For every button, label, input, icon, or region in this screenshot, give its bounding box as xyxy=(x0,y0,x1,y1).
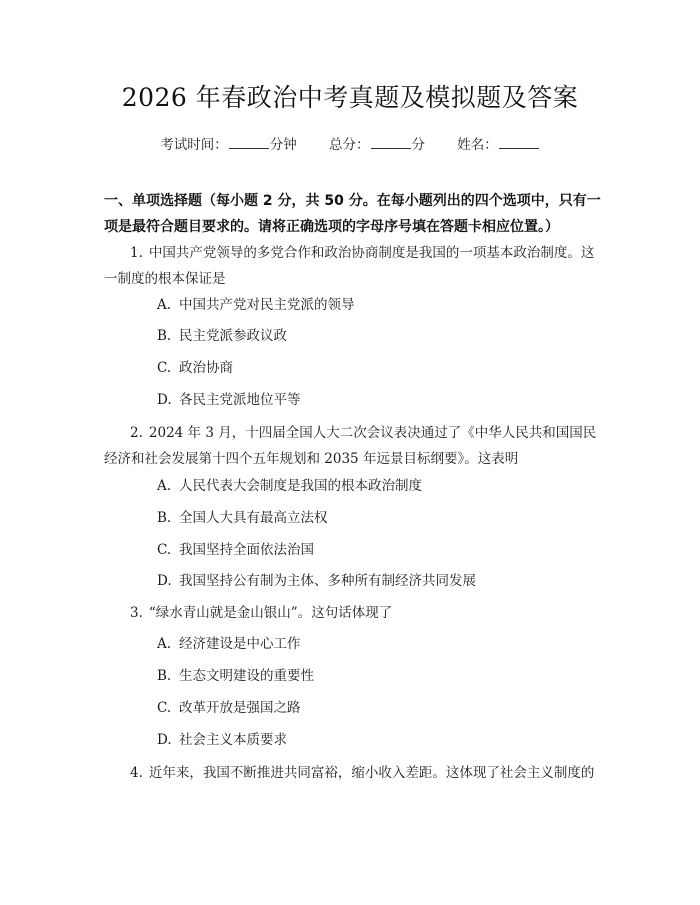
option-2c[interactable] xyxy=(157,540,314,560)
option-3a[interactable] xyxy=(157,634,301,654)
name-blank[interactable] xyxy=(499,136,539,149)
option-text: 全国人大具有最高立法权 xyxy=(179,510,328,526)
time-blank[interactable] xyxy=(229,136,269,149)
section-heading: 一、单项选择题（每小题 2 分，共 50 分。在每小题列出的四个选项中，只有一项是最符合题目要求的。请将正确选项的字母序号填在答题卡相应位置。） xyxy=(104,193,601,235)
option-letter: B. xyxy=(157,328,172,344)
score-blank[interactable] xyxy=(371,136,411,149)
option-letter: D. xyxy=(157,732,172,748)
option-text: 各民主党派地位平等 xyxy=(179,392,301,408)
option-text: 生态文明建设的重要性 xyxy=(179,668,314,684)
option-letter: B. xyxy=(157,510,172,526)
option-text: 社会主义本质要求 xyxy=(179,732,287,748)
question-1 xyxy=(104,240,602,292)
option-1d[interactable] xyxy=(157,390,301,410)
question-3 xyxy=(104,600,602,626)
question-number: 2. xyxy=(130,425,143,441)
question-2 xyxy=(104,420,602,472)
score-label: 总分： xyxy=(329,137,370,153)
option-3b[interactable] xyxy=(157,666,314,686)
option-text: 民主党派参政议政 xyxy=(179,328,287,344)
exam-meta xyxy=(0,133,700,153)
option-1c[interactable] xyxy=(157,358,233,378)
option-2b[interactable] xyxy=(157,508,328,528)
question-text: “绿水青山就是金山银山”。这句话体现了 xyxy=(148,605,393,621)
option-letter: C. xyxy=(157,700,172,716)
option-letter: C. xyxy=(157,360,172,376)
time-label: 考试时间： xyxy=(160,137,228,153)
option-3d[interactable] xyxy=(157,730,287,750)
question-text: 2024 年 3 月，十四届全国人大二次会议表决通过了《中华人民共和国国民经济和社会发展第十四个五年规划和 2035 年远景目标纲要》。这表明 xyxy=(104,425,597,467)
option-letter: C. xyxy=(157,542,172,558)
option-letter: A. xyxy=(157,297,172,313)
option-letter: D. xyxy=(157,573,172,589)
option-text: 改革开放是强国之路 xyxy=(179,700,301,716)
question-number: 3. xyxy=(130,605,143,621)
exam-time xyxy=(160,137,297,153)
exam-name xyxy=(457,137,540,153)
question-number: 4. xyxy=(130,765,143,781)
exam-score xyxy=(329,137,425,153)
option-2d[interactable] xyxy=(157,571,476,591)
option-letter: D. xyxy=(157,392,172,408)
option-1b[interactable] xyxy=(157,326,287,346)
option-1a[interactable] xyxy=(157,295,355,315)
time-unit: 分钟 xyxy=(269,137,297,153)
option-text: 政治协商 xyxy=(179,360,233,376)
option-3c[interactable] xyxy=(157,698,301,718)
option-text: 人民代表大会制度是我国的根本政治制度 xyxy=(179,478,422,494)
question-number: 1. xyxy=(130,245,143,261)
option-letter: A. xyxy=(157,478,172,494)
option-text: 我国坚持全面依法治国 xyxy=(179,542,314,558)
option-2a[interactable] xyxy=(157,476,422,496)
page-title: 2026 年春政治中考真题及模拟题及答案 xyxy=(121,83,579,112)
option-text: 经济建设是中心工作 xyxy=(179,636,301,652)
option-text: 中国共产党对民主党派的领导 xyxy=(179,297,355,313)
question-text: 中国共产党领导的多党合作和政治协商制度是我国的一项基本政治制度。这一制度的根本保证是 xyxy=(104,245,595,287)
name-label: 姓名： xyxy=(457,137,498,153)
option-letter: A. xyxy=(157,636,172,652)
option-text: 我国坚持公有制为主体、多种所有制经济共同发展 xyxy=(179,573,476,589)
score-unit: 分 xyxy=(411,137,425,153)
option-letter: B. xyxy=(157,668,172,684)
question-text: 近年来，我国不断推进共同富裕，缩小收入差距。这体现了社会主义制度的 xyxy=(148,765,595,781)
question-4 xyxy=(104,760,602,786)
